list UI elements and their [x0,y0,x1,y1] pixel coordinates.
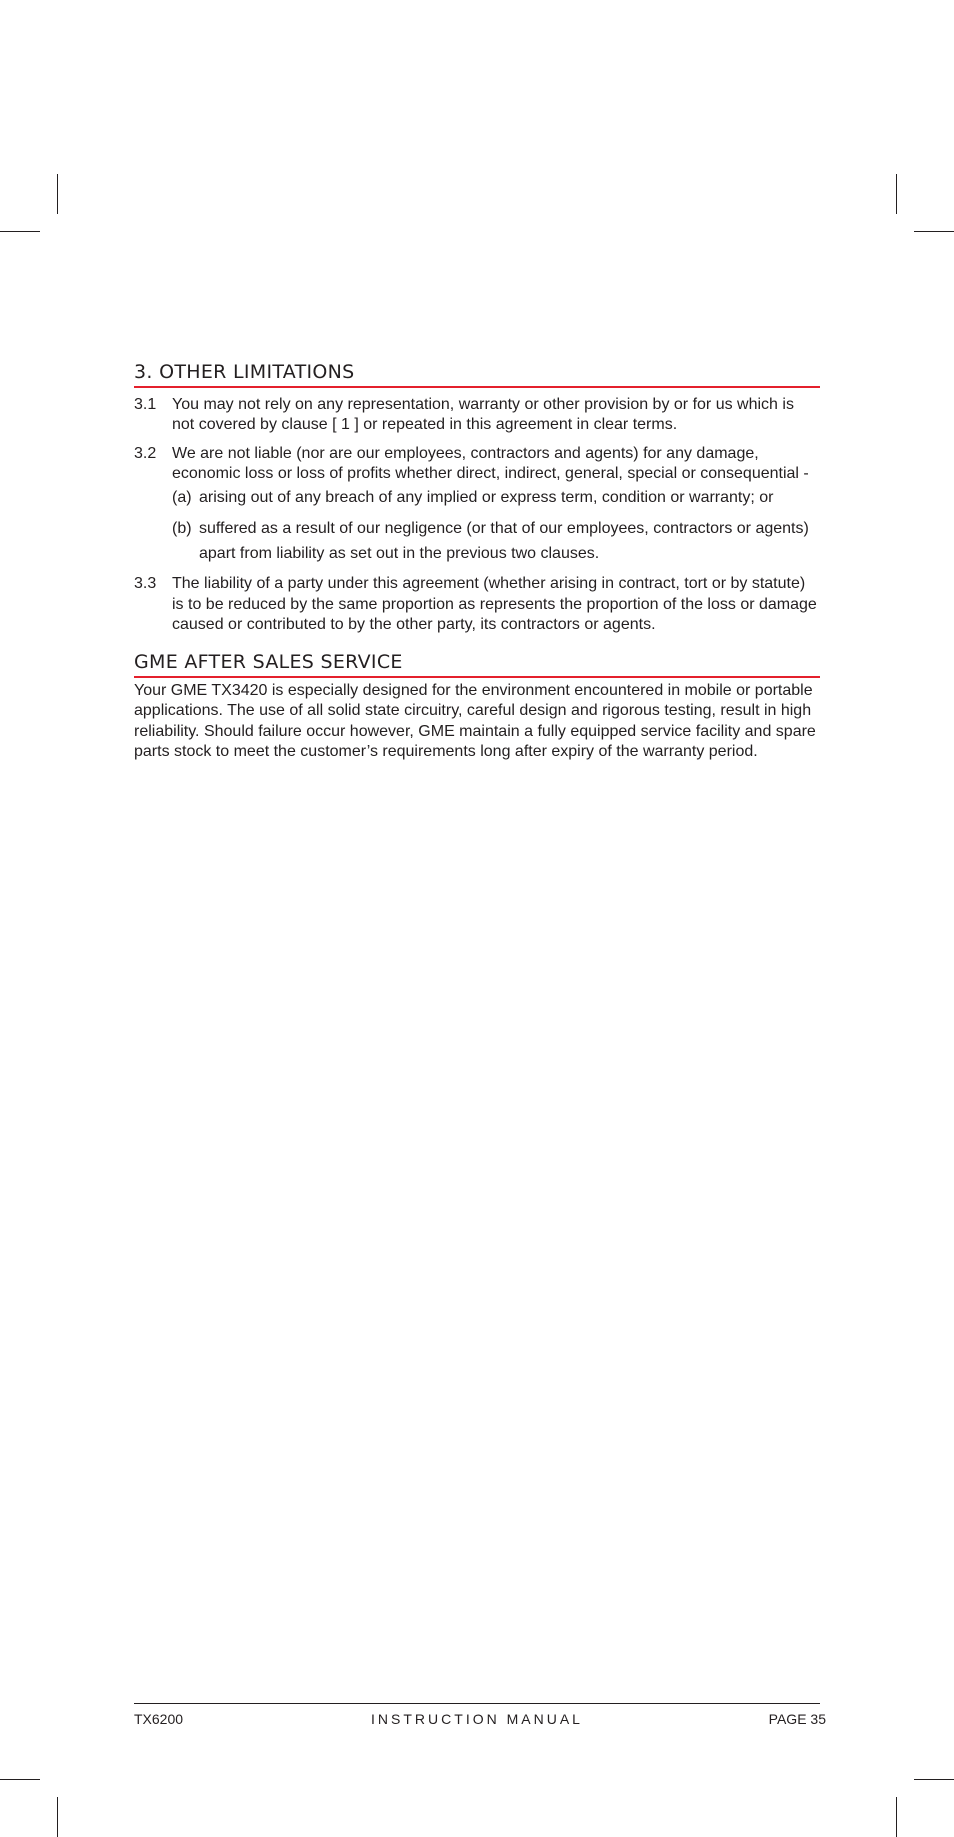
subclause-b [172,516,820,566]
clause-text: You may not rely on any representation, warranty or other provision by or for us which is not covered by clause [ 1 ] or repeated in this agreement in clear terms. [172,395,794,434]
footer-model: TX6200 [134,1711,184,1727]
clause-number: 3.1 [134,395,157,413]
footer-rule [134,1703,820,1704]
footer-page-number: PAGE 35 [768,1711,826,1727]
clause-text: The liability of a party under this agreement (whether arising in contract, tort or by statute) is to be reduced by the same proportion as represents the proportion of the loss or damage caused or contributed to by the other party, its contractors or agents. [172,575,817,634]
section-heading-after-sales-service: GME AFTER SALES SERVICE [134,652,820,678]
subclause-text: suffered as a result of our negligence (or that of our employees, contractors or agents) apart from liability as set out in the previous two clauses. [199,520,809,563]
subclause-label: (b) [172,520,192,538]
clause-number: 3.2 [134,444,157,462]
crop-mark [896,174,897,214]
crop-mark [57,1797,58,1837]
footer-manual-title: INSTRUCTION MANUAL [371,1711,583,1727]
clause-3-2 [134,444,820,485]
crop-mark [0,1779,40,1780]
crop-mark [0,231,40,232]
clause-number: 3.3 [134,575,157,593]
page-content [134,362,820,763]
clause-3-3 [134,574,820,636]
crop-mark [896,1797,897,1837]
subclause-a [172,488,820,509]
after-sales-paragraph: Your GME TX3420 is especially designed for the environment encountered in mobile or portable applications. The use of all solid state circuitry, careful design and rigorous testing, result in high reliability. Should failure occur however, GME maintain a fully equipped service facility and spare parts stock to meet the customer’s requirements long after expiry of the warranty period. [134,681,816,761]
clause-text: We are not liable (nor are our employees, contractors and agents) for any damage, economic loss or loss of profits whether direct, indirect, general, special or consequential - [172,444,809,483]
section-heading-other-limitations: 3. OTHER LIMITATIONS [134,362,820,388]
crop-mark [57,174,58,214]
subclause-text: arising out of any breach of any implied or express term, condition or warranty; or [199,488,774,506]
crop-mark [914,1779,954,1780]
clause-3-1 [134,395,820,436]
crop-mark [914,231,954,232]
subclause-label: (a) [172,488,192,506]
